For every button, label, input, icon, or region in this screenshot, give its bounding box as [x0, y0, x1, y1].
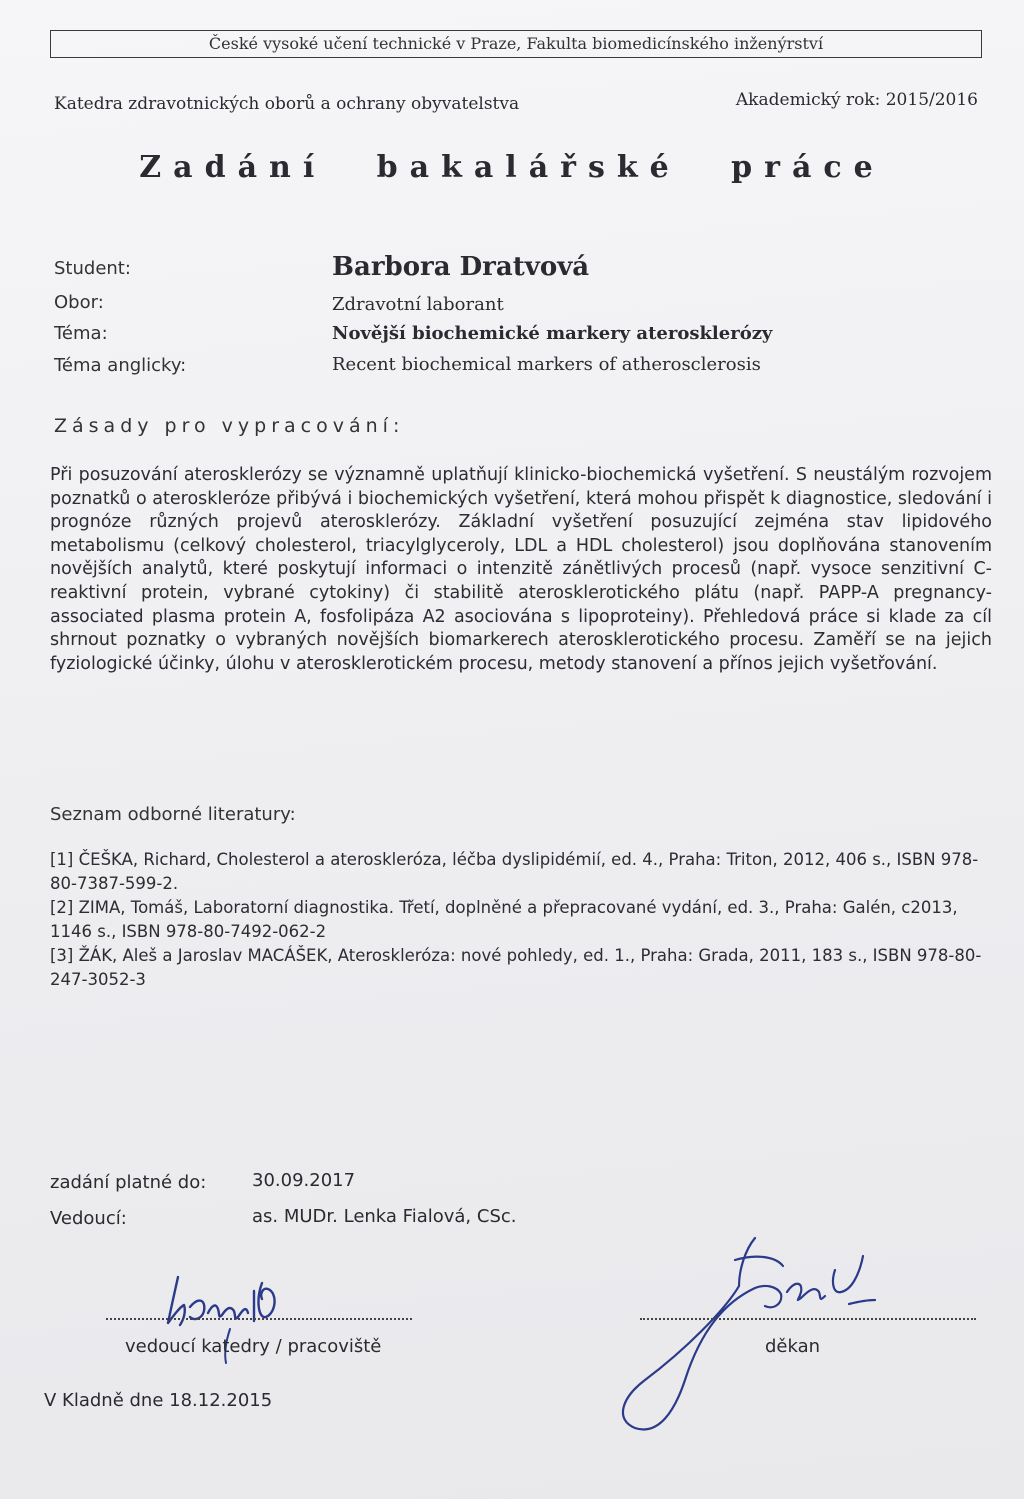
document-title: Zadání bakalářské práce	[139, 150, 885, 185]
signature-line-right	[640, 1318, 976, 1320]
dean-label: děkan	[765, 1336, 821, 1357]
literature-heading: Seznam odborné literatury:	[50, 804, 296, 825]
supervisor-label: Vedoucí:	[50, 1208, 127, 1229]
department-head-label: vedoucí katedry / pracoviště	[125, 1336, 382, 1357]
validity-date: 30.09.2017	[252, 1170, 356, 1191]
field-label: Obor:	[54, 292, 104, 313]
principles-text: Při posuzování aterosklerózy se významně uplatňují klinicko-biochemická vyšetření. S neustálým rozvojem poznatků o ateroskleróze přibývá i biochemických vyšetření, která mohou přispět k diagnostice, sledování i prognóze různých projevů aterosklerózy. Základní vyšetření posuzující zejména stav lipidového metabolismu (celkový cholesterol, triacylglyceroly, LDL a HDL cholesterol) jsou doplňována stanovením novějších analytů, které poskytují informaci o intenzitě zánětlivých procesů (např. vysoce senzitivní C-reaktivní protein, vybrané cytokiny) či stabilitě aterosklerotického plátu (např. PAPP-A pregnancy-associated plasma protein A, fosfolipáza A2 asociována s lipoproteiny). Přehledová práce si klade za cíl shrnout poznatky o vybraných novějších biomarkerech aterosklerotického procesu. Zaměří se na jejich fyziologické účinky, úlohu v aterosklerotickém procesu, metody stanovení a přínos jejich vyšetřování.	[50, 465, 992, 674]
literature-item: [3] ŽÁK, Aleš a Jaroslav MACÁŠEK, Ateroskleróza: nové pohledy, ed. 1., Praha: Grada, 2011, 183 s., ISBN 978-80-247-3052-3	[50, 946, 982, 989]
validity-label: zadání platné do:	[50, 1172, 207, 1193]
student-label: Student:	[54, 258, 131, 279]
field-value: Zdravotní laborant	[332, 294, 504, 315]
dean-signature	[605, 1230, 905, 1440]
topic-en-label: Téma anglicky:	[54, 355, 187, 376]
principles-heading: Zásady pro vypracování:	[54, 415, 405, 437]
place-and-date: V Kladně dne 18.12.2015	[44, 1390, 273, 1411]
academic-year: Akademický rok: 2015/2016	[735, 90, 978, 110]
literature-item: [2] ZIMA, Tomáš, Laboratorní diagnostika. Třetí, doplněné a přepracované vydání, ed. 3., Praha: Galén, c2013, 1146 s., ISBN 978-80-7492-062-2	[50, 898, 958, 941]
topic-value: Novější biochemické markery aterosklerózy	[332, 323, 773, 344]
signature-line-left	[106, 1318, 412, 1320]
literature-item: [1] ČEŠKA, Richard, Cholesterol a ateroskleróza, léčba dyslipidémií, ed. 4., Praha: Triton, 2012, 406 s., ISBN 978-80-7387-599-2.	[50, 850, 979, 893]
topic-label: Téma:	[54, 323, 108, 344]
literature-list	[50, 848, 1000, 992]
topic-en-value: Recent biochemical markers of atherosclerosis	[332, 354, 761, 375]
student-name: Barbora Dratvová	[332, 252, 590, 282]
department-name: Katedra zdravotnických oborů a ochrany obyvatelstva	[54, 94, 520, 114]
institution-header: České vysoké učení technické v Praze, Fakulta biomedicínského inženýrství	[50, 30, 982, 58]
supervisor-name: as. MUDr. Lenka Fialová, CSc.	[252, 1206, 517, 1227]
